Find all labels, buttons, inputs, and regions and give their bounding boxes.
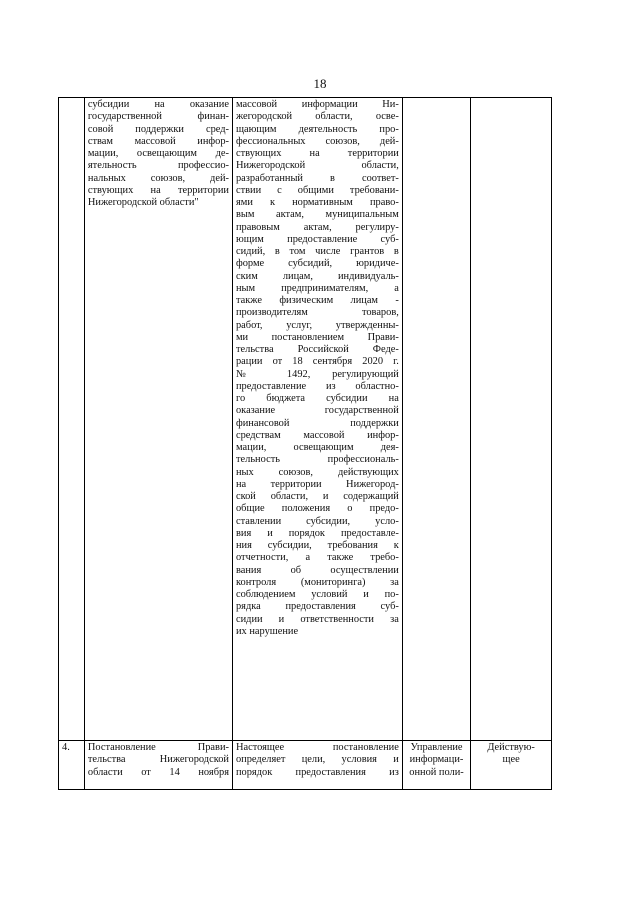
act-description-line: рации от 18 сентября 2020 г. — [235, 356, 399, 368]
act-description-line: ствующих на территории — [235, 148, 399, 159]
department-line: Управление — [410, 742, 463, 753]
act-description-line: средствам массовой инфор- — [235, 429, 399, 441]
act-description-line: ных союзов, действующих — [235, 466, 399, 478]
act-title-line: нальных союзов, дей- — [87, 172, 229, 184]
status-cell — [471, 98, 552, 741]
act-description-line: оказание государственной — [235, 405, 399, 417]
act-description-line: соблюдением условий и по- — [235, 589, 399, 600]
status-cell — [471, 741, 552, 790]
act-description-line: жегородской области, осве- — [235, 111, 399, 123]
act-title-line: ствующих на территории — [87, 184, 229, 196]
act-description-line: финансовой поддержки — [235, 417, 399, 429]
act-description-line: их нарушение — [235, 625, 299, 637]
act-description-line: ской области, и содержащий — [235, 491, 399, 502]
act-description-line: на территории Нижегород- — [235, 478, 399, 490]
row-number: 4. — [62, 742, 70, 753]
act-description-line: производителям товаров, — [235, 307, 399, 319]
act-description-line: ставлении субсидии, усло- — [235, 515, 399, 527]
act-description-line: сидии и ответственности за — [235, 613, 399, 625]
act-description-line: вания об осуществлении — [235, 564, 399, 576]
act-description-line: порядок предоставления из — [235, 766, 399, 778]
act-description-line: также физическим лицам - — [235, 295, 399, 306]
act-description-line: Нижегородской области, — [235, 160, 399, 172]
table-row — [59, 98, 552, 741]
act-title-line: Нижегородской области" — [87, 197, 199, 208]
department-line: информаци- — [409, 754, 464, 766]
act-title-cell — [84, 741, 232, 790]
act-description-cell — [232, 741, 402, 790]
act-description-line: предоставление из областно- — [235, 380, 399, 392]
act-description-line: мации, освещающим дея- — [235, 442, 399, 453]
row-number-cell — [59, 98, 85, 741]
act-description-line: ями к нормативным право- — [235, 197, 399, 208]
act-description-line: ющим предоставление суб- — [235, 233, 399, 245]
act-description-line: № 1492, регулирующий — [235, 368, 399, 380]
act-description-line: общие положения о предо- — [235, 503, 399, 515]
department-cell — [402, 98, 470, 741]
act-description-line: правовым актам, регулиру- — [235, 221, 399, 233]
act-description-line: массовой информации Ни- — [235, 99, 399, 110]
act-description-line: ми постановлением Прави- — [235, 331, 399, 343]
act-title-line: тельства Нижегородской — [87, 754, 229, 766]
act-description-line: фессиональных союзов, дей- — [235, 135, 399, 147]
act-description-line: ствии с общими требовани- — [235, 184, 399, 196]
department-line: онной поли- — [409, 766, 464, 778]
act-description-line: ским лицам, индивидуаль- — [235, 270, 399, 282]
row-number-cell — [59, 741, 85, 790]
act-title-line: ствам массовой инфор- — [87, 135, 229, 147]
act-title-line: области от 14 ноября — [87, 766, 229, 778]
act-description-line: контроля (мониторинга) за — [235, 576, 399, 588]
act-title-line: субсидии на оказание — [87, 99, 229, 110]
act-title-line: Постановление Прави- — [87, 742, 229, 753]
department-cell — [402, 741, 470, 790]
act-description-line: Настоящее постановление — [235, 742, 399, 753]
act-description-line: ния субсидии, требования к — [235, 540, 399, 551]
act-description-line: определяет цели, условия и — [235, 754, 399, 766]
act-description-line: вым актам, муниципальным — [235, 209, 399, 221]
act-description-line: вия и порядок предоставле- — [235, 527, 399, 539]
act-description-line: тельность профессиональ- — [235, 454, 399, 466]
act-description-cell — [232, 98, 402, 741]
act-description-line: работ, услуг, утвержденны- — [235, 319, 399, 331]
status-line: щее — [502, 754, 520, 766]
act-description-line: го бюджета субсидии на — [235, 393, 399, 404]
act-description-line: ным предпринимателям, а — [235, 282, 399, 294]
act-title-line: ятельность профессио- — [87, 160, 229, 172]
act-title-line: мации, освещающим де- — [87, 148, 229, 159]
act-description-line: щающим деятельность про- — [235, 123, 399, 135]
page-number: 18 — [313, 76, 327, 91]
act-description-line: разработанный в соответ- — [235, 172, 399, 184]
acts-table — [58, 97, 552, 790]
act-title-cell — [84, 98, 232, 741]
act-description-line: отчетности, а также требо- — [235, 552, 399, 564]
act-description-line: форме субсидий, юридиче- — [235, 258, 399, 270]
act-description-line: рядка предоставления суб- — [235, 601, 399, 613]
act-description-line: тельства Российской Феде- — [235, 344, 399, 355]
act-title-line: совой поддержки сред- — [87, 123, 229, 135]
act-title-line: государственной финан- — [87, 111, 229, 123]
status-line: Действую- — [487, 742, 535, 753]
table-row — [59, 741, 552, 790]
act-description-line: сидий, в том числе грантов в — [235, 246, 399, 257]
